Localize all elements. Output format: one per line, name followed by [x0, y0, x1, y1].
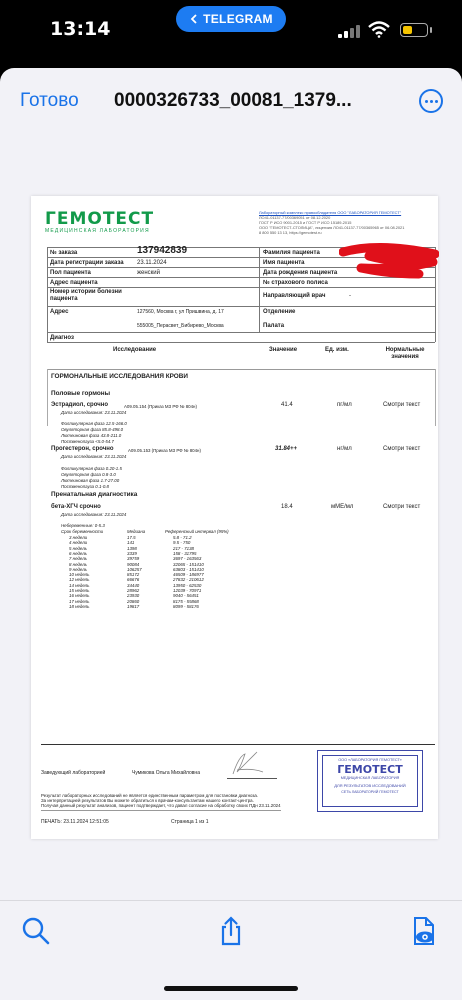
hcg-date: Дата исследования: 23.11.2024 — [61, 512, 127, 517]
hcg-row-cell: 46509 - 186977 — [173, 572, 204, 578]
lab-stamp: ООО «ЛАБОРАТОРИЯ ГЕМОТЕСТ» ГЕМОТЕСТ МЕДИЦИНСКАЯ ЛАБОРАТОРИЯ ДЛЯ РЕЗУЛЬТАТОВ ИССЛЕДОВАНИЙ СЕТЬ ЛАБОРАТОРИЙ ГЕМОТЕСТ — [317, 750, 423, 812]
hcg-unit: мМЕ/мл — [331, 504, 354, 510]
back-app-label: TELEGRAM — [203, 12, 273, 26]
preview-options-button[interactable] — [408, 915, 440, 947]
hcg-row-cell: 106257 — [127, 566, 142, 572]
col-unit: Ед. изм. — [325, 347, 349, 353]
policy-label: № страхового полиса — [263, 280, 328, 286]
hcg-row-cell: 9040 - 56451 — [173, 593, 199, 599]
share-button[interactable] — [215, 915, 247, 947]
wifi-icon — [368, 21, 390, 38]
hcg-row-cell: 3697 - 163563 — [173, 556, 202, 562]
hcg-row-cell: 8099 - 58176 — [173, 603, 199, 609]
hcg-row-cell: 85172 — [127, 572, 140, 578]
hcg-row-cell: 5.8 - 71.2 — [173, 535, 192, 540]
hcg-row-cell: 12039 - 70971 — [173, 588, 202, 593]
estradiol-norm: Смотри текст — [383, 402, 421, 408]
estradiol-value: 41.4 — [281, 402, 293, 408]
status-bar — [0, 0, 462, 62]
col-norm: Нормальные значения — [385, 347, 425, 360]
progesterone-date: Дата исследования: 23.11.2024 — [61, 454, 127, 459]
signature — [227, 750, 267, 778]
diagnosis-label: Диагноз — [50, 335, 74, 341]
hcg-row-cell: 63803 - 151410 — [173, 566, 204, 572]
progesterone-code: A09.05.153 (Приказ МЗ РФ № 804н) — [128, 448, 201, 453]
hcg-row-cell: 17.5 — [127, 535, 136, 540]
document-preview-icon — [408, 915, 440, 947]
bottom-toolbar — [0, 900, 462, 1000]
status-time: 13:14 — [50, 18, 111, 40]
back-arrow-icon — [189, 14, 199, 24]
hcg-row-cell: 39759 — [127, 556, 140, 562]
gemotest-logo: ГЕМОТЕСТ МЕДИЦИНСКАЯ ЛАБОРАТОРИЯ — [45, 209, 155, 234]
dob-label: Дата рождения пациента — [263, 270, 338, 276]
surname-label: Фамилия пациента — [263, 250, 320, 256]
patient-address-label: Адрес пациента — [50, 280, 98, 286]
hcg-row-cell: 28962 — [127, 588, 140, 593]
progesterone-value: 31.84++ — [275, 446, 298, 452]
hcg-row-cell: 14 недель — [69, 582, 90, 588]
hcg-row-cell: 90084 — [127, 561, 140, 567]
page-number: Страница 1 из 1 — [171, 819, 209, 825]
hcg-row-cell: 5 недель — [69, 545, 87, 551]
col-study: Исследование — [113, 347, 157, 353]
hcg-row-cell: 18 недель — [69, 603, 90, 609]
hcg-row-cell: 16 недель — [69, 593, 90, 599]
hcg-row-cell: 9 недель — [69, 566, 87, 572]
hcg-row-cell: 10 недель — [69, 572, 90, 578]
lab-header-info: Лабораторный комплекс правообладателя ООО "ЛАБОРАТОРИЯ ГЕМОТЕСТ" ЛО41-01137-77/00369051 от 08.12.2020 ГОСТ Р ИСО 9001-2015 и ГОСТ Р ИСО 15189-2015 ООО "ГЕМОТЕСТ-СТОЛИЦА", лицензия ЛО41-01137-77/00365965 от 06.08.2021 8 800 550 13 13, https://gemotest.ru — [259, 210, 405, 235]
head-of-lab-label: Заведующий лабораторией — [41, 770, 106, 776]
hcg-row-cell: 8 недель — [69, 561, 87, 567]
hcg-row-cell: 15 недель — [69, 588, 90, 593]
estradiol-unit: пг/мл — [337, 402, 352, 408]
back-to-app-pill[interactable] — [176, 6, 286, 32]
hcg-row-cell: 4 недели — [69, 540, 88, 546]
section-hormones: ГОРМОНАЛЬНЫЕ ИССЛЕДОВАНИЯ КРОВИ — [51, 373, 188, 380]
more-dots-icon — [425, 100, 428, 103]
hcg-row-cell: 8175 - 55868 — [173, 598, 199, 604]
hcg-row-cell: 17 недель — [69, 598, 90, 604]
hcg-row-cell: 23930 — [127, 593, 140, 599]
estradiol-date: Дата исследования: 23.11.2024 — [61, 410, 127, 415]
department-label: Отделение — [263, 309, 296, 315]
sex-label: Пол пациента — [50, 270, 91, 276]
hcg-norm: Смотри текст — [383, 504, 421, 510]
hcg-row-cell: 3339 — [127, 550, 137, 556]
reg-date-value: 23.11.2024 — [137, 260, 167, 266]
doctor-value: - — [349, 293, 351, 299]
hcg-row-cell: 19817 — [127, 603, 140, 609]
doctor-label: Направляющий врач — [263, 293, 326, 299]
search-button[interactable] — [20, 915, 52, 947]
done-button[interactable]: Готово — [20, 90, 79, 111]
address-value-2: 555005_Перасвет_Бибирево_Москва — [137, 323, 224, 329]
hcg-row-cell: 9.5 - 750 — [173, 540, 191, 546]
battery-icon — [400, 23, 428, 37]
order-number: 137942839 — [137, 245, 188, 256]
reg-date-label: Дата регистрации заказа — [50, 260, 124, 266]
progesterone-name: Прогестерон, срочно — [51, 446, 114, 452]
hcg-row-cell: 3 недели — [69, 535, 88, 540]
pdf-page[interactable]: ГЕМОТЕСТ МЕДИЦИНСКАЯ ЛАБОРАТОРИЯ Лабораторный комплекс правообладателя ООО "ЛАБОРАТОРИЯ ГЕМОТЕСТ" ЛО41-01137-77/00369051 от 08.12.2020 ГОСТ Р ИСО 9001-2015 и ГОСТ Р ИСО 15189-2015 ООО "ГЕМОТЕСТ-СТОЛИЦА", лицензия ЛО41-01137-77/00365965 от 06.08.2021 8 800 550 13 13, https://gemotest.ru № заказа 137942839 Дата регистрации заказа 23.11.2024 Пол пациента женский Адрес пациента Номер истории болезни пациента Адрес 127560, Москва г, ул Пришвина, д. 17 555005_Перасвет_Бибирево_Москва Диагноз Фамилия пациента Имя пациента Дата рождения пациента № страхового полиса Направляющий врач - Отделение Палата Исследование Значение Ед. изм. Нормальные значения ГОРМОНАЛЬНЫЕ ИССЛЕДОВАНИЯ КРОВИ Половые гормоны Эстрадиол, срочно A09.05.154 (Приказ МЗ РФ № 804н) Дата исследования: 23.11.2024 41.4 пг/мл Смотри текст Фолликулярная фаза 12.5-166.0 Овуляторная фаза 85.8-498.0 Лютеиновая фаза 43.8-211.0 Постменопауза <5.0-54.7 Прогестерон, срочно A09.05.153 (Приказ МЗ РФ № 804н) Дата исследования: 23.11.2024 31.84++ нг/мл Смотри текст Фолликулярная фаза 0.20-1.5 Овуляторная фаза 0.8-3.0 Лютеиновая фаза 1.7-27.00 Постменопауза 0.1-0.8 Пренатальная диагностика бета-ХГЧ срочно Дата исследования: 23.11.2024 18.4 мМЕ/мл Смотри текст Небеременные: 0-5.3 Срок беременности Медиана Референсный интервал (95%) Заведующий лабораторией Чумикова Ольга Михайловна Результат лабораторных исследований не является единственным параметром для постановки диагноза. За интерпретацией результатов Вы можете обратиться к врачам-консультантам нашего контакт-центра. Получая данный результат анализов, пациент подтверждает, что давал согласие на обработку своих ПДн 23.11.2024 ПЕЧАТЬ: 23.11.2024 12:51:05 Страница 1 из 1 ООО «ЛАБОРАТОРИЯ ГЕМОТЕСТ» ГЕМОТЕСТ МЕДИЦИНСКАЯ ЛАБОРАТОРИЯ ДЛЯ РЕЗУЛЬТАТОВ ИССЛЕДОВАНИЙ СЕТЬ ЛАБОРАТОРИЙ ГЕМОТЕСТ 3 недели 17.5 5.8 - 71.2 4 недели 141 9.5 - 750 5 недель 1398 217 - 7138 6 недель 3339 158 - 31795 7 недель 39759 3697 - 163563 8 недель 90084 32065 - 151410 9 недель 106257 63803 - 151410 10 недель 85172 46509 - 186977 12 недель 66676 27832 - 210612 14 недель 34440 13950 - 62530 15 недель 28962 12039 - 70971 16 недель 23930 9040 - 56451 17 недель 20860 8175 - 55868 18 недель 19817 8099 - 58176 — [31, 196, 438, 839]
ward-label: Палата — [263, 323, 285, 329]
more-options-button[interactable] — [419, 89, 443, 113]
progesterone-unit: нг/мл — [337, 446, 352, 452]
print-timestamp: ПЕЧАТЬ: 23.11.2024 12:51:05 — [41, 819, 109, 825]
hcg-row-cell: 20860 — [127, 598, 140, 604]
hcg-row-cell: 141 — [127, 540, 135, 546]
hcg-row-cell: 1398 — [127, 545, 137, 551]
hcg-row-cell: 34440 — [127, 582, 140, 588]
history-label: Номер истории болезни пациента — [50, 289, 122, 302]
document-viewer-sheet — [0, 68, 462, 1000]
subsection-prenatal: Пренатальная диагностика — [51, 491, 138, 498]
hcg-name: бета-ХГЧ срочно — [51, 504, 101, 510]
nav-bar — [0, 68, 462, 136]
cellular-signal-icon — [338, 24, 360, 38]
hcg-row-cell: 13950 - 62530 — [173, 582, 202, 588]
hcg-value: 18.4 — [281, 504, 293, 510]
hcg-row-cell: 66676 — [127, 577, 140, 583]
hcg-row-cell: 32065 - 151410 — [173, 561, 204, 567]
estradiol-name: Эстрадиол, срочно — [51, 402, 108, 408]
home-indicator — [164, 986, 298, 991]
address-label: Адрес — [50, 309, 69, 315]
address-value-1: 127560, Москва г, ул Пришвина, д. 17 — [137, 309, 224, 315]
share-icon — [215, 915, 247, 947]
head-of-lab-name: Чумикова Ольга Михайловна — [132, 770, 200, 776]
redaction-scribble — [339, 242, 439, 280]
document-title: 0000326733_00081_1379... — [114, 90, 352, 111]
hcg-row-cell: 7 недель — [69, 556, 87, 562]
sex-value: женский — [137, 270, 160, 276]
col-value: Значение — [269, 347, 298, 353]
firstname-label: Имя пациента — [263, 260, 305, 266]
estradiol-code: A09.05.154 (Приказ МЗ РФ № 804н) — [124, 404, 197, 409]
search-icon — [20, 915, 52, 947]
hcg-row-cell: 217 - 7138 — [173, 545, 194, 551]
hcg-row-cell: 27832 - 210612 — [173, 577, 204, 583]
hcg-row-cell: 158 - 31795 — [173, 550, 197, 556]
hcg-row-cell: 12 недель — [69, 577, 90, 583]
hcg-row-cell: 6 недель — [69, 550, 87, 556]
progesterone-norm: Смотри текст — [383, 446, 421, 452]
subsection-sex-hormones: Половые гормоны — [51, 390, 111, 397]
order-label: № заказа — [50, 250, 78, 256]
